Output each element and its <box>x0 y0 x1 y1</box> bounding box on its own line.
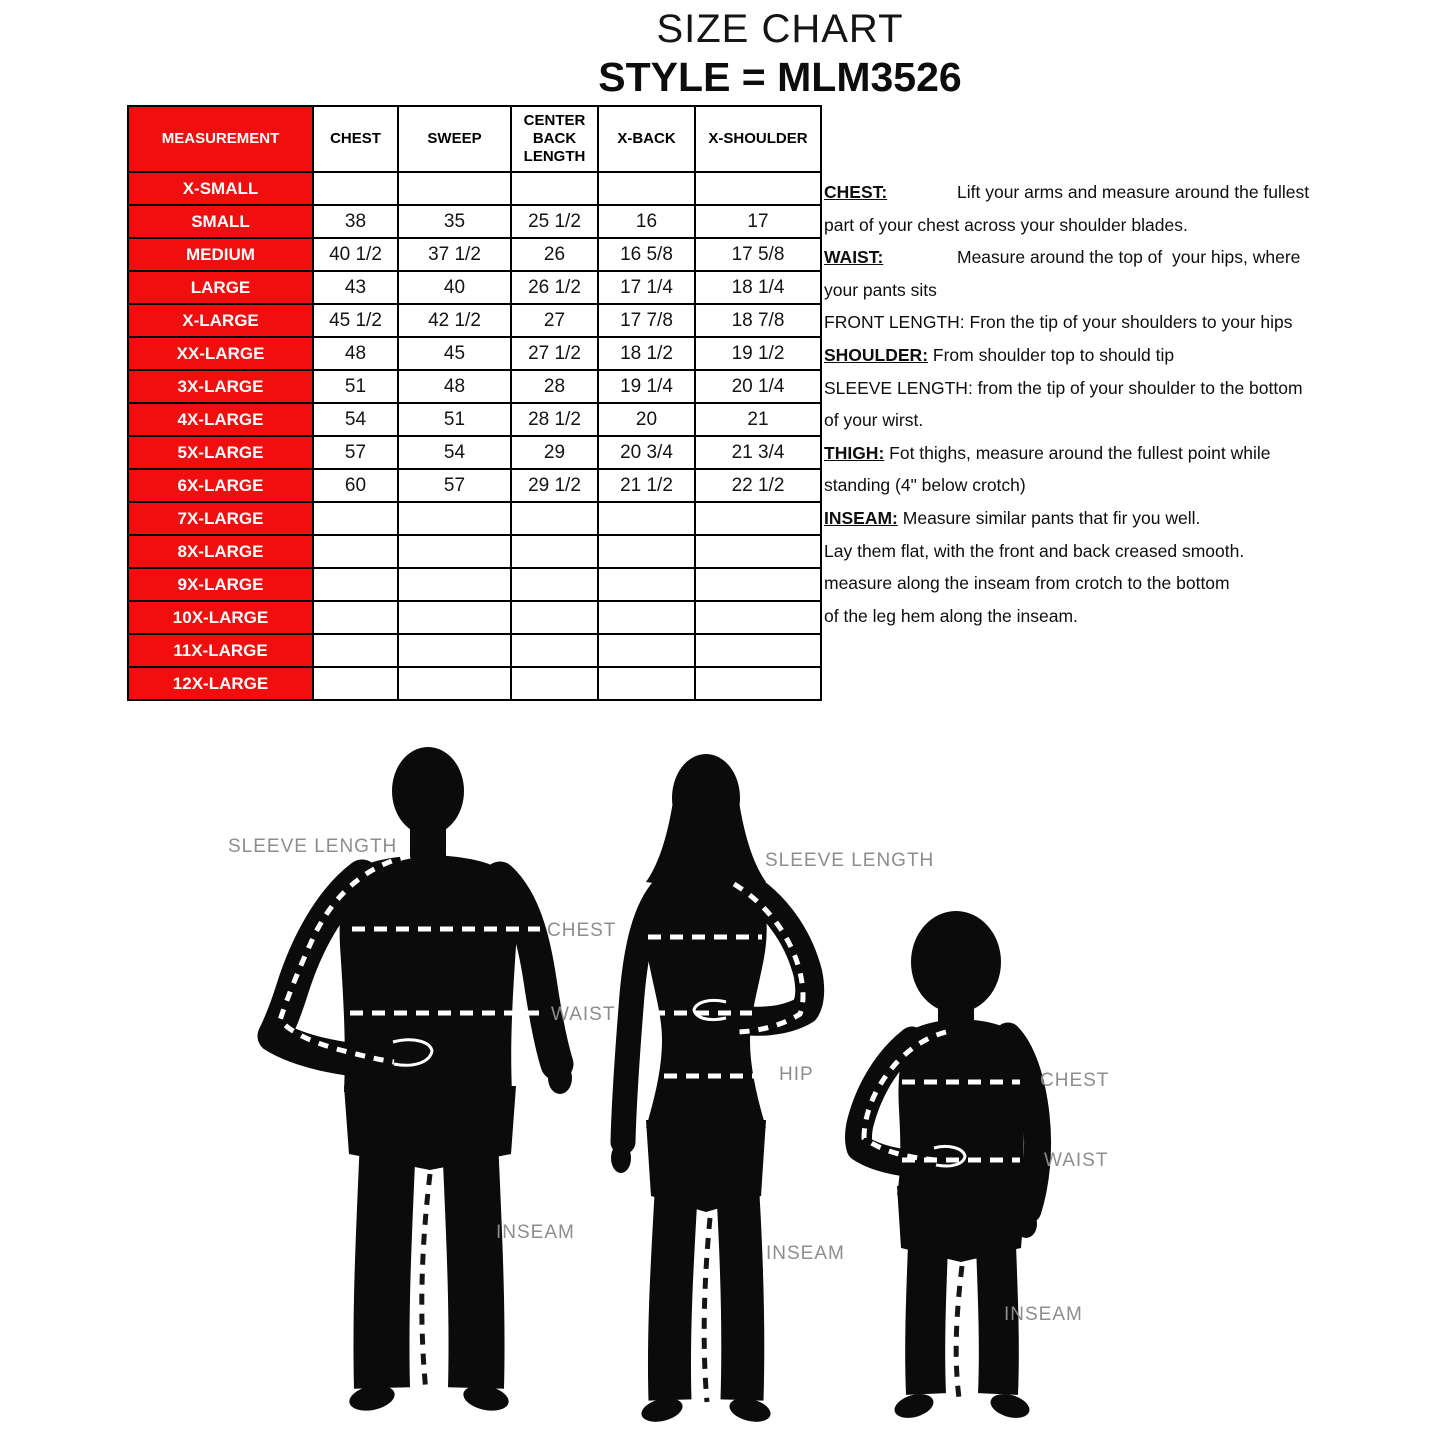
size-cell: 4X-LARGE <box>128 403 313 436</box>
column-header-x-back: X-BACK <box>598 106 695 172</box>
value-cell: 54 <box>398 436 511 469</box>
size-cell: X-SMALL <box>128 172 313 205</box>
man-hand-outline <box>393 1040 432 1065</box>
value-cell: 51 <box>398 403 511 436</box>
value-cell: 21 1/2 <box>598 469 695 502</box>
value-cell: 16 <box>598 205 695 238</box>
size-cell: 9X-LARGE <box>128 568 313 601</box>
value-cell: 21 3/4 <box>695 436 821 469</box>
instruction-text: Measure around the top of your hips, where <box>957 247 1301 268</box>
value-cell: 27 <box>511 304 598 337</box>
instruction-text: FRONT LENGTH: Fron the tip of your shoulders to your hips <box>824 312 1293 333</box>
size-cell: 3X-LARGE <box>128 370 313 403</box>
value-cell: 27 1/2 <box>511 337 598 370</box>
size-cell: XX-LARGE <box>128 337 313 370</box>
child-silhouette <box>859 911 1038 1422</box>
size-cell: 7X-LARGE <box>128 502 313 535</box>
size-cell: SMALL <box>128 205 313 238</box>
value-cell: 57 <box>313 436 398 469</box>
value-cell: 29 1/2 <box>511 469 598 502</box>
size-cell: X-LARGE <box>128 304 313 337</box>
instruction-term: INSEAM: <box>824 507 898 528</box>
child-inseam-line <box>956 1266 962 1398</box>
instruction-text: Fot thighs, measure around the fullest point while <box>884 442 1271 463</box>
value-cell: 17 1/4 <box>598 271 695 304</box>
value-cell: 60 <box>313 469 398 502</box>
value-cell: 17 <box>695 205 821 238</box>
size-cell: LARGE <box>128 271 313 304</box>
value-cell: 18 1/4 <box>695 271 821 304</box>
value-cell: 26 1/2 <box>511 271 598 304</box>
value-cell: 54 <box>313 403 398 436</box>
woman-inseam-line <box>704 1218 710 1402</box>
value-cell: 38 <box>313 205 398 238</box>
instruction-text: of your wirst. <box>824 410 924 431</box>
instruction-term: WAIST: <box>824 247 884 268</box>
column-header-x-shoulder: X-SHOULDER <box>695 106 821 172</box>
size-cell: 5X-LARGE <box>128 436 313 469</box>
size-cell: 10X-LARGE <box>128 601 313 634</box>
column-header-measurement: MEASUREMENT <box>128 106 313 172</box>
man-inseam-line <box>422 1174 430 1392</box>
size-cell: 8X-LARGE <box>128 535 313 568</box>
value-cell: 48 <box>313 337 398 370</box>
value-cell: 20 3/4 <box>598 436 695 469</box>
value-cell: 19 1/2 <box>695 337 821 370</box>
value-cell: 28 1/2 <box>511 403 598 436</box>
child-waist-label: WAIST <box>1044 1150 1109 1171</box>
value-cell: 21 <box>695 403 821 436</box>
value-cell: 25 1/2 <box>511 205 598 238</box>
value-cell: 16 5/8 <box>598 238 695 271</box>
value-cell: 20 <box>598 403 695 436</box>
child-chest-label: CHEST <box>1040 1070 1110 1091</box>
value-cell: 57 <box>398 469 511 502</box>
instruction-term: THIGH: <box>824 442 885 463</box>
value-cell: 26 <box>511 238 598 271</box>
value-cell: 29 <box>511 436 598 469</box>
size-cell: 12X-LARGE <box>128 667 313 700</box>
value-cell: 45 <box>398 337 511 370</box>
value-cell: 48 <box>398 370 511 403</box>
value-cell: 20 1/4 <box>695 370 821 403</box>
value-cell: 18 1/2 <box>598 337 695 370</box>
style-code: STYLE = MLM3526 <box>598 54 962 100</box>
value-cell: 51 <box>313 370 398 403</box>
value-cell: 18 7/8 <box>695 304 821 337</box>
value-cell: 17 7/8 <box>598 304 695 337</box>
size-cell: 11X-LARGE <box>128 634 313 667</box>
instruction-term: CHEST: <box>824 182 888 202</box>
child-inseam-label: INSEAM <box>1004 1304 1083 1325</box>
instruction-text: SLEEVE LENGTH: from the tip of your shoulder to the bottom <box>824 377 1303 398</box>
value-cell: 35 <box>398 205 511 238</box>
column-header-chest: CHEST <box>313 106 398 172</box>
value-cell: 42 1/2 <box>398 304 511 337</box>
instruction-text: part of your chest across your shoulder blades. <box>824 214 1188 235</box>
woman-inseam-label: INSEAM <box>766 1243 845 1264</box>
man-inseam-label: INSEAM <box>496 1222 575 1243</box>
instruction-term: SHOULDER: <box>824 344 929 365</box>
instruction-text: of the leg hem along the inseam. <box>824 605 1078 626</box>
value-cell: 17 5/8 <box>695 238 821 271</box>
value-cell: 22 1/2 <box>695 469 821 502</box>
value-cell: 40 <box>398 271 511 304</box>
instruction-text: From shoulder top to should tip <box>928 344 1175 365</box>
instruction-text: Lay them flat, with the front and back creased smooth. <box>824 540 1245 561</box>
man-waist-label: WAIST <box>551 1004 616 1025</box>
child-hand-outline <box>934 1146 965 1166</box>
instruction-text: Measure similar pants that fir you well. <box>897 507 1201 528</box>
value-cell: 28 <box>511 370 598 403</box>
value-cell: 43 <box>313 271 398 304</box>
man-chest-label: CHEST <box>547 920 617 941</box>
value-cell: 45 1/2 <box>313 304 398 337</box>
size-cell: 6X-LARGE <box>128 469 313 502</box>
value-cell: 40 1/2 <box>313 238 398 271</box>
instruction-text: measure along the inseam from crotch to the bottom <box>824 573 1230 594</box>
woman-hand-outline <box>694 1000 726 1019</box>
column-header-sweep: SWEEP <box>398 106 511 172</box>
instruction-text: standing (4" below crotch) <box>824 475 1026 496</box>
woman-sleeve-length-label: SLEEVE LENGTH <box>765 850 935 871</box>
column-header-center-back-length: CENTER BACK LENGTH <box>511 106 598 172</box>
woman-hip-label: HIP <box>779 1064 814 1085</box>
man-sleeve-length-label: SLEEVE LENGTH <box>228 836 398 857</box>
page-title: SIZE CHART <box>656 7 904 51</box>
instruction-text: Lift your arms and measure around the fullest <box>957 182 1310 202</box>
size-cell: MEDIUM <box>128 238 313 271</box>
value-cell: 19 1/4 <box>598 370 695 403</box>
value-cell: 37 1/2 <box>398 238 511 271</box>
instruction-text: your pants sits <box>824 279 937 300</box>
